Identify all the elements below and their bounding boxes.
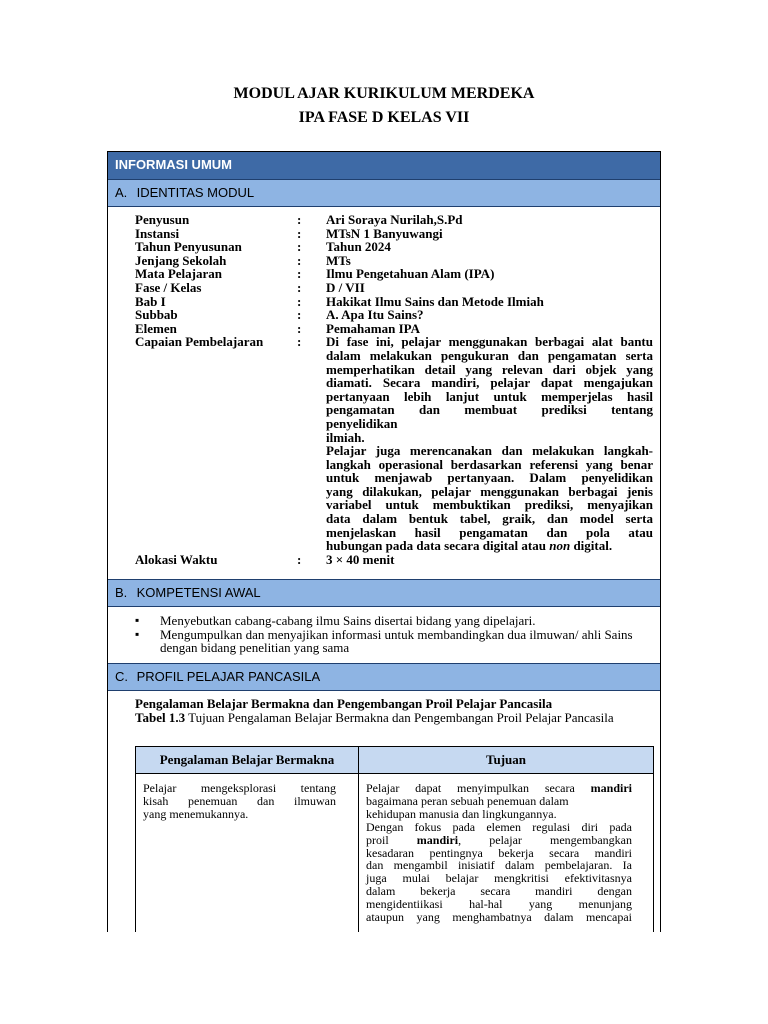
identitas-value: MTsN 1 Banyuwangi	[326, 225, 443, 241]
identitas-value: MTs	[326, 252, 351, 268]
identitas-row	[135, 240, 657, 254]
table-header-row	[136, 747, 653, 774]
identitas-value: Hakikat Ilmu Sains dan Metode Ilmiah	[326, 293, 544, 309]
capaian-line: penyelidikan	[326, 415, 398, 431]
list-item: ▪ Mengumpulkan dan menyajikan informasi untuk membandingkan dua ilmuwan/ ahli Sains dengan bidang penelitian yang sama	[133, 628, 653, 655]
table-caption	[135, 711, 640, 725]
list-item: ▪ Menyebutkan cabang-cabang ilmu Sains disertai bidang yang dipelajari.	[133, 614, 653, 628]
identitas-row	[135, 308, 657, 322]
section-c-header	[108, 663, 660, 691]
capaian-row	[135, 335, 657, 553]
identitas-label: Mata Pelajaran	[135, 266, 223, 282]
capaian-text	[326, 335, 653, 553]
identitas-row	[135, 213, 657, 227]
pengalaman-belajar-table	[135, 746, 654, 932]
identitas-label: Elemen	[135, 320, 177, 336]
cell-line	[366, 782, 632, 795]
profil-heading: Pengalaman Belajar Bermakna dan Pengembangan Proil Pelajar Pancasila	[135, 696, 553, 711]
cell-line	[366, 834, 632, 847]
pengalaman-cell	[143, 782, 336, 821]
identitas-row	[135, 254, 657, 268]
capaian-line: yang dilakukan, pelajar menggunakan berbagai jenis	[326, 483, 653, 499]
identitas-label: Tahun Penyusunan	[135, 239, 242, 255]
section-c-label: PROFIL PELAJAR PANCASILA	[136, 669, 321, 684]
section-b-label: KOMPETENSI AWAL	[136, 585, 261, 600]
capaian-line: ilmiah.	[326, 429, 365, 445]
capaian-line: Pelajar juga merencanakan dan melakukan langkah-	[326, 443, 653, 459]
cell-line: Pelajar mengeksplorasi tentang	[143, 781, 336, 795]
section-a-header	[108, 179, 660, 207]
cell-line: ataupun yang menghambatnya dalam mencapai	[366, 910, 632, 925]
colon: :	[297, 225, 302, 241]
identitas-row	[135, 227, 657, 241]
capaian-line	[326, 539, 653, 553]
module-info-table	[107, 151, 661, 932]
cell-line: dalam bekerja secara mandiri dengan	[366, 884, 632, 899]
cell-text-segment: Pelajar dapat menyimpulkan secara	[366, 781, 591, 795]
cell-line: kisah penemuan dan ilmuwan	[143, 793, 336, 808]
bold-word: mandiri	[416, 832, 459, 847]
section-a-label: IDENTITAS MODUL	[136, 185, 255, 200]
capaian-line: Di fase ini, pelajar menggunakan berbagai alat bantu	[326, 334, 653, 350]
capaian-italic-word: non	[549, 538, 571, 554]
identitas-label: Jenjang Sekolah	[135, 252, 227, 268]
cell-line: kehidupan manusia dan lingkungannya.	[366, 806, 557, 821]
cell-line: bagaimana peran sebuah penemuan dalam	[366, 793, 569, 808]
capaian-label: Capaian Pembelajaran	[135, 334, 264, 350]
document-title: MODUL AJAR KURIKULUM MERDEKA	[233, 85, 535, 102]
column-header: Pengalaman Belajar Bermakna	[159, 752, 335, 767]
capaian-line: data dalam bentuk tabel, graik, dan model serta	[326, 511, 653, 527]
colon: :	[297, 279, 302, 295]
identitas-value: Ari Soraya Nurilah,S.Pd	[326, 212, 463, 227]
identitas-value: Pemahaman IPA	[326, 320, 421, 336]
alokasi-label: Alokasi Waktu	[135, 551, 218, 567]
capaian-text-segment: hubungan pada data secara digital atau	[326, 538, 550, 554]
caption-label: Tabel 1.3	[135, 710, 186, 725]
column-header: Tujuan	[486, 752, 526, 767]
section-a-letter: A.	[115, 185, 128, 200]
colon: :	[297, 252, 302, 268]
section-informasi-umum: INFORMASI UMUM	[108, 152, 660, 180]
tujuan-cell	[366, 782, 632, 924]
capaian-line: variabel untuk membuktikan prediksi, menyajikan	[326, 497, 653, 513]
kompetensi-awal-list	[133, 614, 653, 655]
identitas-label: Bab I	[135, 293, 166, 309]
cell-line: mengidentiikasi hal-hal yang menunjang	[366, 897, 632, 912]
column-divider	[358, 747, 359, 932]
identitas-value: Ilmu Pengetahuan Alam (IPA)	[326, 266, 495, 282]
document-subtitle: IPA FASE D KELAS VII	[298, 109, 470, 126]
capaian-line: memperhatikan detail yang relevan dari objek yang	[326, 361, 653, 377]
identitas-label: Instansi	[135, 225, 180, 241]
identitas-label: Subbab	[135, 307, 178, 323]
cell-text-segment: proil	[366, 832, 417, 847]
section-c-letter: C.	[115, 669, 128, 684]
bold-word: mandiri	[590, 781, 632, 795]
identitas-value: Tahun 2024	[326, 239, 391, 255]
section-b-header	[108, 579, 660, 607]
capaian-line: diamati. Secara mandiri, pelajar dapat mengajukan	[326, 375, 653, 391]
capaian-line: dalam melakukan pengukuran dan pengamatan serta	[326, 347, 653, 363]
identitas-row	[135, 267, 657, 281]
capaian-text-segment: digital.	[570, 538, 613, 554]
capaian-line: menjelaskan hasil pengamatan dan pola atau	[326, 524, 653, 540]
colon: :	[297, 212, 302, 227]
capaian-line: untuk menjawab pertanyaan. Dalam penyelidikan	[326, 470, 653, 486]
capaian-line: pengamatan dan membuat prediksi tentang	[326, 402, 653, 418]
alokasi-value: 3 × 40 menit	[326, 551, 395, 567]
capaian-line: pertanyaan lebih lanjut untuk memperjelas hasil	[326, 388, 653, 404]
cell-text-segment: , pelajar mengembangkan	[458, 832, 632, 847]
identitas-row	[135, 295, 657, 309]
colon: :	[297, 307, 302, 323]
identitas-modul-list	[135, 213, 657, 566]
alokasi-row	[135, 553, 657, 567]
capaian-line: langkah operasional berdasarkan referensi yang benar	[326, 456, 653, 472]
cell-line: kesadaran pentingnya bekerja secara mandiri	[366, 845, 632, 860]
colon: :	[297, 239, 302, 255]
identitas-label: Fase / Kelas	[135, 279, 202, 295]
section-b-letter: B.	[115, 585, 128, 600]
cell-line: juga mulai belajar mengkritisi efektivitasnya	[366, 871, 632, 886]
colon: :	[297, 266, 302, 282]
identitas-label: Penyusun	[135, 212, 190, 227]
caption-text: Tujuan Pengalaman Belajar Bermakna dan Pengembangan Proil Pelajar Pancasila	[185, 710, 614, 725]
identitas-row	[135, 281, 657, 295]
cell-line: dan mengambil inisiatif dalam pembelajaran. Ia	[366, 858, 632, 873]
colon: :	[297, 320, 302, 336]
colon: :	[297, 293, 302, 309]
colon: :	[297, 551, 302, 567]
colon: :	[297, 334, 302, 350]
cell-line: yang menemukannya.	[143, 806, 249, 821]
identitas-value: D / VII	[326, 279, 365, 295]
cell-line: Dengan fokus pada elemen regulasi diri pada	[366, 819, 632, 834]
identitas-row	[135, 322, 657, 336]
identitas-value: A. Apa Itu Sains?	[326, 307, 424, 323]
